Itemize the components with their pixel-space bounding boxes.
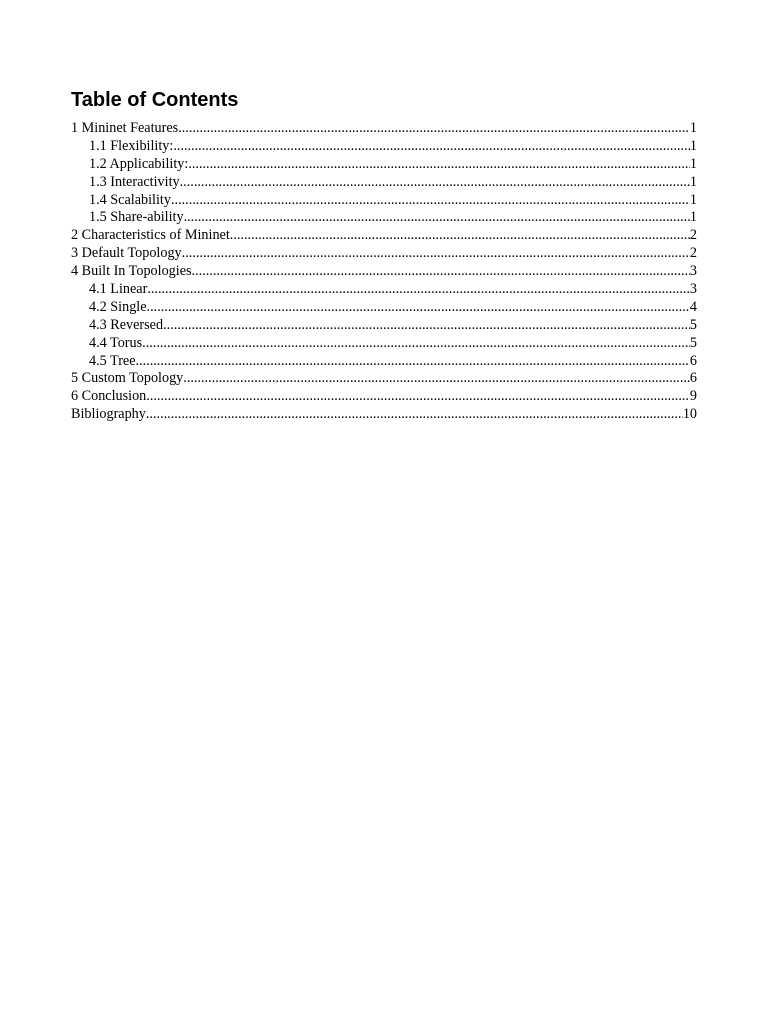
toc-entry-page: 1 [689,120,697,136]
toc-dot-leader [180,174,690,192]
toc-dot-leader [146,388,690,406]
toc-entry-page: 5 [689,334,697,351]
toc-dot-leader [136,353,690,371]
toc-entry-label: 4.5 Tree [89,352,136,369]
toc-entry-label: 1.1 Flexibility: [89,137,174,154]
toc-dot-leader [188,156,690,174]
toc-heading: Table of Contents [71,89,239,111]
toc-entry-label: Bibliography [71,406,146,423]
toc-entry-page: 1 [689,173,697,190]
toc-entry[interactable] [71,245,697,263]
toc-dot-leader [163,317,690,335]
toc-entry[interactable] [71,138,697,156]
toc-entry-label: 1.4 Scalability [89,191,171,208]
toc-entry-label: 3 Default Topology [71,245,182,262]
toc-entry[interactable] [71,174,697,192]
toc-entry-page: 1 [689,137,697,154]
toc-entry-page: 10 [682,406,697,423]
toc-entry[interactable] [71,388,697,406]
toc-dot-leader [142,335,690,353]
toc-entry[interactable] [71,263,697,281]
toc-entry-page: 2 [689,245,697,262]
toc-entry-label: 5 Custom Topology [71,370,184,387]
toc-list [71,120,697,424]
toc-entry-page: 3 [689,281,697,298]
toc-entry-page: 9 [689,388,697,405]
toc-entry[interactable] [71,370,697,388]
toc-entry[interactable] [71,281,697,299]
toc-entry[interactable] [71,299,697,317]
toc-entry[interactable] [71,353,697,371]
toc-entry-label: 4.4 Torus [89,334,143,351]
toc-entry[interactable] [71,209,697,227]
toc-entry[interactable] [71,317,697,335]
toc-entry-label: 2 Characteristics of Mininet [71,227,230,244]
toc-entry-label: 1.2 Applicability: [89,155,189,172]
toc-entry-label: 1.5 Share-ability [89,209,184,226]
toc-entry-page: 1 [689,155,697,172]
toc-entry[interactable] [71,227,697,245]
toc-entry-page: 6 [689,352,697,369]
toc-dot-leader [178,120,690,138]
toc-entry-label: 1 Mininet Features [71,120,179,136]
toc-dot-leader [182,245,690,263]
toc-entry-page: 2 [689,227,697,244]
toc-entry[interactable] [71,120,697,138]
toc-entry-label: 4 Built In Topologies [71,263,192,280]
toc-dot-leader [173,138,690,156]
toc-dot-leader [183,370,690,388]
toc-dot-leader [147,281,690,299]
toc-entry-label: 4.2 Single [89,298,147,315]
toc-entry-page: 1 [689,209,697,226]
toc-entry-label: 6 Conclusion [71,388,147,405]
toc-dot-leader [192,263,690,281]
toc-dot-leader [230,227,690,245]
toc-dot-leader [171,192,690,210]
toc-entry[interactable] [71,406,697,424]
toc-entry[interactable] [71,335,697,353]
toc-dot-leader [147,299,690,317]
toc-entry-page: 4 [689,298,697,315]
toc-dot-leader [184,209,690,227]
toc-entry-page: 3 [689,263,697,280]
toc-entry-page: 6 [689,370,697,387]
toc-entry-page: 5 [689,316,697,333]
toc-entry-page: 1 [689,191,697,208]
toc-entry-label: 4.1 Linear [89,281,148,298]
toc-entry-label: 4.3 Reversed [89,316,164,333]
toc-entry[interactable] [71,156,697,174]
toc-entry-label: 1.3 Interactivity [89,173,180,190]
toc-entry[interactable] [71,192,697,210]
toc-dot-leader [146,406,683,424]
